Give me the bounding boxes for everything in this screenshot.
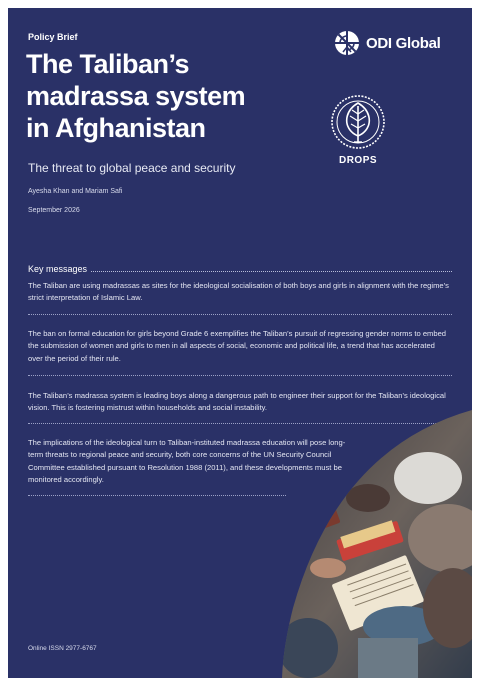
odi-logo-text: ODI Global (366, 34, 441, 52)
title-line: madrassa system (26, 81, 246, 111)
online-issn: Online ISSN 2977-6767 (28, 645, 97, 652)
drops-logo-text: DROPS (338, 155, 378, 166)
policy-brief-cover (8, 8, 472, 678)
title-line: The Taliban’s (26, 49, 190, 79)
title-line: in Afghanistan (26, 113, 206, 143)
publication-date: September 2026 (28, 207, 80, 214)
document-subtitle: The threat to global peace and security (28, 161, 236, 175)
cover-photo (8, 8, 472, 678)
document-type-label: Policy Brief (28, 32, 78, 42)
key-message: The ban on formal education for girls beyond Grade 6 exemplifies the Taliban’s pursuit of regressing gender norms to embed the submission of women and girls to men in all aspects of social, economic and political life, a trend that has accelerated over the period of their rule. (28, 329, 447, 363)
authors: Ayesha Khan and Mariam Safi (28, 188, 123, 195)
key-message: The Taliban’s madrassa system is leading boys along a dangerous path to engineer their support for the Taliban’s ideological vision. This is fostering mistrust within households and social instability. (28, 391, 446, 413)
key-message: The Taliban are using madrassas as sites for the ideological socialisation of both boys and girls in alignment with the regime’s strict interpretation of Islamic Law. (28, 281, 449, 303)
key-message: The implications of the ideological turn to Taliban-instituted madrassa education will pose long-term threats to regional peace and security, both core concerns of the UN Security Council Committee established pursuant to Resolution 1988 (2011), and these developments must be monitored accordingly. (28, 438, 346, 485)
key-messages-title: Key messages (28, 264, 88, 274)
